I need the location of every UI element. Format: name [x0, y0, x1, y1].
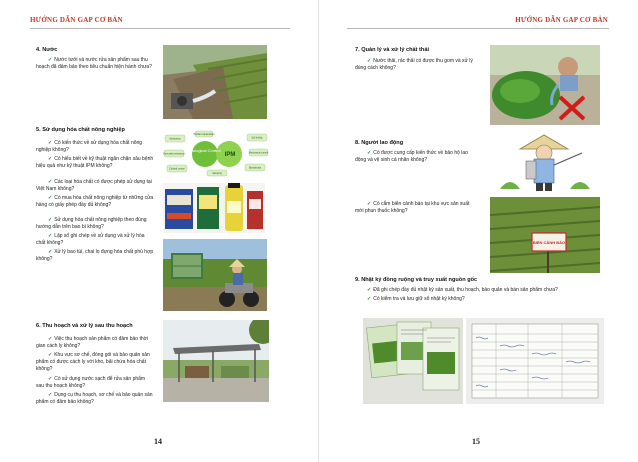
- check-icon: ✓: [48, 376, 53, 382]
- section-9-item-1: ✓ Đã ghi chép đầy đủ nhật ký sản xuất, thu hoạch, bảo quản và bán sản phẩm chưa?: [367, 287, 558, 293]
- check-icon: ✓: [48, 179, 53, 185]
- section-5-item-3: ✓ Các loại hóa chất có được phép sử dụng tại Việt Nam không?: [36, 179, 152, 192]
- check-icon: ✓: [48, 217, 53, 223]
- check-icon: ✓: [367, 150, 372, 156]
- ipm-node: Cultural control: [169, 168, 185, 171]
- check-icon: ✓: [48, 392, 53, 398]
- section-9-item-2: ✓ Có kiểm tra và lưu giữ sổ nhật ký không?: [367, 296, 465, 302]
- check-icon: ✓: [367, 201, 372, 207]
- ipm-node: Biorationals: [248, 167, 262, 170]
- field-logbook-photo: [466, 318, 604, 404]
- section-5-item-1: ✓ Có kiến thức về sử dụng hóa chất nông nghiệp không?: [36, 140, 143, 153]
- ipm-node: Soil fertility: [251, 137, 263, 140]
- section-5-item-4: ✓ Có mua hóa chất nông nghiệp từ những cửa hàng có giấy phép đầy đủ không?: [36, 195, 154, 208]
- section-8-item-2: ✓ Có cắm biển cảnh báo tại khu vực sản xuất mới phun thuốc không?: [355, 201, 470, 214]
- page-number-right: 15: [472, 437, 480, 446]
- check-icon: ✓: [48, 336, 53, 342]
- section-6-item-4: ✓ Dụng cụ thu hoạch, sơ chế và bảo quản sản phẩm có đảm bảo không?: [36, 392, 153, 405]
- check-icon: ✓: [48, 195, 53, 201]
- section-8-title: 8. Người lao động: [355, 140, 404, 146]
- check-icon: ✓: [48, 57, 53, 63]
- section-5-item-2: ✓ Có hiểu biết về kỹ thuật ngăn chặn sâu bệnh hiệu quả như kỹ thuật IPM không?: [36, 156, 154, 169]
- section-5-item-7: ✓ Xử lý bao túi, chai lọ đựng hóa chất phù hợp không?: [36, 249, 154, 262]
- check-icon: ✓: [367, 287, 372, 293]
- section-5-item-6: ✓ Lập sổ ghi chép về sử dụng và xử lý hóa chất không?: [36, 233, 145, 246]
- section-8-item-1: ✓ Có được cung cấp kiến thức về bảo hộ lao động và vệ sinh cá nhân không?: [355, 150, 468, 163]
- section-4-title: 4. Nước: [36, 47, 58, 53]
- check-icon: ✓: [48, 249, 53, 255]
- check-icon: ✓: [367, 296, 372, 302]
- section-5-item-5: ✓ Sử dụng hóa chất nông nghiệp theo đúng hướng dẫn trên bao bì không?: [36, 217, 147, 230]
- protective-gear-illustration: [490, 131, 598, 193]
- packing-house-photo: [163, 320, 269, 402]
- warning-sign-photo: [490, 197, 600, 273]
- check-icon: ✓: [48, 140, 53, 146]
- record-books-photo: [363, 318, 463, 404]
- ipm-center-right: IPM: [224, 152, 236, 158]
- section-6-item-2: ✓ Khu vực sơ chế, đóng gói và bảo quản sản phẩm có được cách ly với kho, bãi chứa hóa chất không?: [36, 352, 150, 372]
- chemical-products-photo: [163, 183, 265, 233]
- ipm-diagram: [163, 130, 269, 178]
- section-7-item-1: ✓ Nước thải, rác thải có được thu gom và xử lý đúng cách không?: [355, 58, 473, 71]
- ipm-node: Sampling: [212, 173, 222, 175]
- section-4-item-1: ✓ Nước tưới và nước rửa sản phẩm sau thu hoạch đã đảm bảo theo tiêu chuẩn hiện hành chưa?: [36, 57, 152, 70]
- check-icon: ✓: [48, 352, 53, 358]
- farm-worker-photo: [163, 239, 267, 311]
- section-7-title: 7. Quản lý và xử lý chất thải: [355, 47, 429, 53]
- section-9-title: 9. Nhật ký đồng ruộng và truy xuất nguồn gốc: [355, 277, 478, 283]
- warning-sign-text: BIỂN CẢNH BÁO: [532, 240, 566, 245]
- ipm-node: Habitat manipulation: [193, 134, 215, 136]
- irrigation-photo: [163, 45, 267, 119]
- header-divider-right: [347, 28, 609, 29]
- ipm-node: Monitoring: [169, 138, 181, 141]
- header-title-right: HƯỚNG DẪN GAP CƠ BẢN: [515, 16, 608, 24]
- check-icon: ✓: [48, 233, 53, 239]
- section-6-title: 6. Thu hoạch và xử lý sau thu hoạch: [36, 323, 133, 329]
- ipm-node: Host plant resistance: [163, 153, 185, 156]
- check-icon: ✓: [48, 156, 53, 162]
- check-icon: ✓: [367, 58, 372, 64]
- header-title-left: HƯỚNG DẪN GAP CƠ BẢN: [30, 16, 123, 24]
- section-6-item-1: ✓ Việc thu hoạch sản phẩm có đảm bảo thời gian cách ly không?: [36, 336, 149, 349]
- ipm-center-left: Biological Control: [189, 148, 221, 153]
- waste-disposal-photo: [490, 45, 600, 125]
- right-page: [319, 0, 638, 462]
- page-number-left: 14: [154, 437, 162, 446]
- section-6-item-3: ✓ Có sử dụng nước sạch để rửa sản phẩm sau thu hoạch không?: [36, 376, 146, 389]
- section-5-title: 5. Sử dụng hóa chất nông nghiệp: [36, 127, 125, 133]
- header-divider-left: [30, 28, 290, 29]
- ipm-node: Mechanical control: [248, 152, 269, 155]
